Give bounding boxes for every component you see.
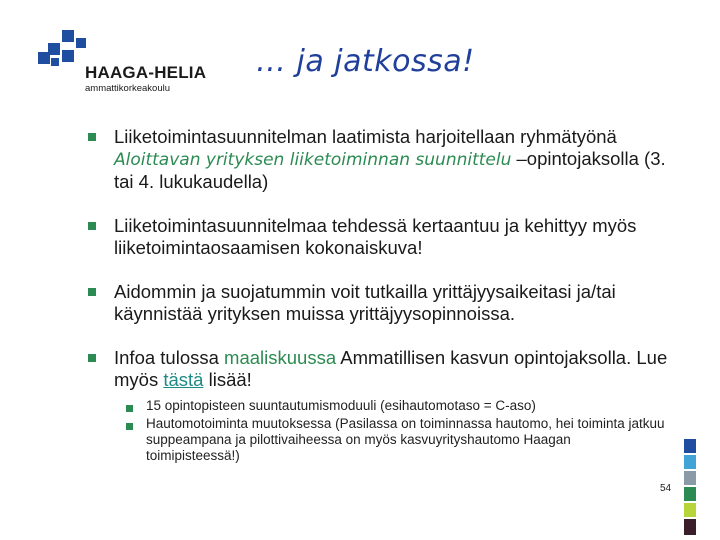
bullet-marker [88, 354, 96, 362]
logo-square [62, 50, 74, 62]
logo-square [76, 38, 86, 48]
color-bar [684, 519, 696, 535]
course-name: Aloittavan yrityksen liiketoiminnan suunnittelu [114, 150, 512, 170]
bullet-text: Aidommin ja suojatummin voit tutkailla yrittäjyysaikeitasi ja/tai käynnistää yrityksen muissa yrittäjyysopinnoissa. [114, 281, 616, 324]
color-bar [684, 455, 696, 469]
sub-bullet-marker [126, 423, 133, 430]
logo-subtitle: ammattikorkeakoulu [85, 83, 171, 94]
sub-bullet-item [116, 398, 668, 414]
bullet-marker [88, 222, 96, 230]
bullet-text: Liiketoimintasuunnitelmaa tehdessä kertaantuu ja kehittyy myös liiketoimintaosaamisen kokonaiskuva! [114, 215, 637, 258]
color-bar [684, 503, 696, 517]
bullet-text: lisää! [203, 369, 252, 390]
bullet-text: Infoa tulossa [114, 347, 225, 368]
bullet-text: Ammatillisen kasvun opintojaksolla. Lue myös [114, 347, 668, 390]
bullet-item [88, 215, 668, 259]
bullet-item [88, 126, 668, 193]
highlight-month: maaliskuussa [224, 347, 337, 368]
bullet-item [88, 347, 668, 464]
haaga-helia-logo [38, 30, 208, 100]
bullet-text: Liiketoimintasuunnitelman laatimista harjoitellaan ryhmätyönä [114, 126, 617, 147]
bullet-marker [88, 133, 96, 141]
bullet-text: –opintojaksolla (3. tai 4. lukukaudella) [114, 148, 666, 192]
sub-bullet-item [116, 416, 668, 464]
color-bar [684, 471, 696, 485]
sub-bullet-text: Hautomotoiminta muutoksessa (Pasilassa on toiminnassa hautomo, hei toiminta jatkuu suppeampana ja pilottivaiheessa on myös kasvuyrityshautomo Haagan toimipisteessä!) [146, 416, 665, 463]
bullet-list [88, 126, 668, 486]
slide-title: … ja jatkossa! [256, 44, 475, 79]
page-number: 54 [660, 483, 672, 494]
sub-bullet-text: 15 opintopisteen suuntautumismoduuli (esihautomotaso = C-aso) [146, 398, 536, 413]
bullet-marker [88, 288, 96, 296]
logo-wordmark: HAAGA-HELIA [85, 63, 207, 82]
logo-square [38, 52, 50, 64]
logo-square [51, 58, 59, 66]
sub-bullet-list [116, 398, 668, 464]
color-bar [684, 439, 696, 453]
sub-bullet-marker [126, 405, 133, 412]
logo-square [62, 30, 74, 42]
bullet-item [88, 281, 668, 325]
more-info-link[interactable]: tästä [163, 369, 204, 390]
color-bar [684, 487, 696, 501]
